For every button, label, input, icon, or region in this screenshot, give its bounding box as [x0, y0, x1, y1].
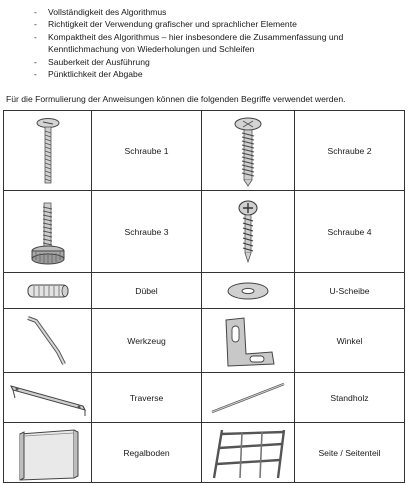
criteria-item-continuation: Kenntlichmachung von Wiederholungen und Schleifen: [48, 44, 255, 55]
washer-icon: [224, 280, 272, 302]
upright-rod-icon: [206, 378, 290, 418]
image-cell: [202, 191, 295, 273]
part-label: Seite / Seitenteil: [295, 423, 405, 483]
part-label: Standholz: [295, 373, 405, 423]
table-row: [4, 111, 405, 191]
part-label: Schraube 1: [92, 111, 202, 191]
table-row: [4, 273, 405, 309]
part-label: Dübel: [92, 273, 202, 309]
image-cell: [4, 273, 92, 309]
table-row: [4, 191, 405, 273]
intro-text: Für die Formulierung der Anweisungen können die folgenden Begriffe verwendet werden.: [6, 94, 346, 104]
image-cell: [4, 191, 92, 273]
screw-4-icon: [233, 199, 263, 265]
part-label: Regalboden: [92, 423, 202, 483]
allen-key-icon: [18, 312, 78, 370]
part-label: Winkel: [295, 309, 405, 373]
image-cell: [4, 373, 92, 423]
table-row: [4, 309, 405, 373]
table-row: [4, 373, 405, 423]
part-label: U-Scheibe: [295, 273, 405, 309]
parts-table: [3, 110, 405, 483]
criteria-item: - Vollständigkeit des Algorithmus: [34, 6, 404, 18]
criteria-item: - Sauberkeit der Ausführung: [34, 56, 404, 68]
side-panel-icon: [208, 424, 288, 482]
crossbar-icon: [7, 378, 89, 418]
screw-3-icon: [28, 199, 68, 265]
shelf-board-icon: [12, 424, 84, 482]
image-cell: [202, 309, 295, 373]
part-label: Werkzeug: [92, 309, 202, 373]
screw-1-icon: [33, 115, 63, 187]
image-cell: [4, 111, 92, 191]
image-cell: [202, 111, 295, 191]
screw-2-icon: [231, 115, 265, 187]
part-label: Schraube 4: [295, 191, 405, 273]
part-label: Traverse: [92, 373, 202, 423]
criteria-item: - Kompaktheit des Algorithmus – hier insbesondere die Zusammenfassung und Kenntlichmachung von Wiederholungen und Schleifen: [34, 31, 404, 56]
criteria-item: - Pünktlichkeit der Abgabe: [34, 68, 404, 80]
image-cell: [202, 373, 295, 423]
part-label: Schraube 3: [92, 191, 202, 273]
table-row: [4, 423, 405, 483]
dowel-icon: [25, 282, 71, 300]
image-cell: [202, 273, 295, 309]
criteria-item: - Richtigkeit der Verwendung grafischer und sprachlicher Elemente: [34, 18, 404, 30]
angle-bracket-icon: [216, 312, 280, 370]
image-cell: [4, 423, 92, 483]
image-cell: [4, 309, 92, 373]
part-label: Schraube 2: [295, 111, 405, 191]
evaluation-criteria-list: [34, 6, 404, 80]
image-cell: [202, 423, 295, 483]
